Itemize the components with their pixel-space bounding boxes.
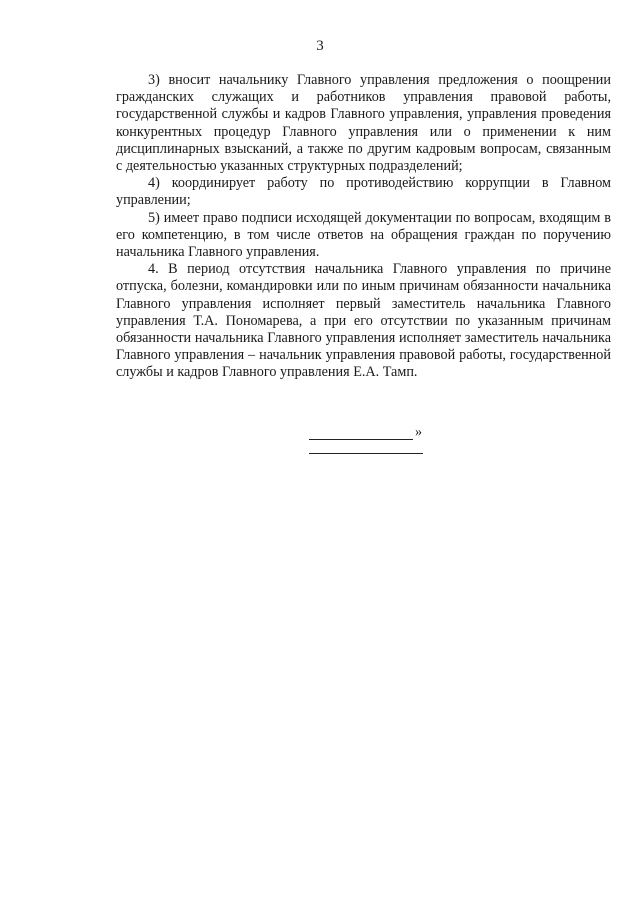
paragraph-item-3: 3) вносит начальнику Главного управления предложения о поощрении гражданских служащих и работников управления правовой работы, государственной службы и кадров Главного управления, управления проведения конкурентных процедур Главного управления или о применении к ним дисциплинарных взысканий, а также по другим кадровым вопросам, связанным с деятельностью указанных структурных подразделений; [116,72,611,175]
paragraph-item-5: 5) имеет право подписи исходящей документации по вопросам, входящим в его компетенцию, в том числе ответов на обращения граждан по поручению начальника Главного управления. [116,209,611,261]
paragraph-item-4: 4) координирует работу по противодействию коррупции в Главном управлении; [116,175,611,209]
page-number: 3 [316,38,324,54]
document-body [116,72,611,382]
paragraph-section-4: 4. В период отсутствия начальника Главного управления по причине отпуска, болезни, командировки или по иным причинам обязанности начальника Главного управления исполняет первый заместитель начальника Главного управления Т.А. Пономарева, а при его отсутствии по указанным причинам обязанности начальника Главного управления исполняет заместитель начальника Главного управления – начальник управления правовой работы, государственной службы и кадров Главного управления Е.А. Тамп. [116,261,611,381]
closing-quote-mark: » [415,424,423,440]
closing-separator-line [309,453,423,454]
closing-block [309,426,429,454]
closing-line [309,426,429,444]
closing-underline [309,439,413,440]
